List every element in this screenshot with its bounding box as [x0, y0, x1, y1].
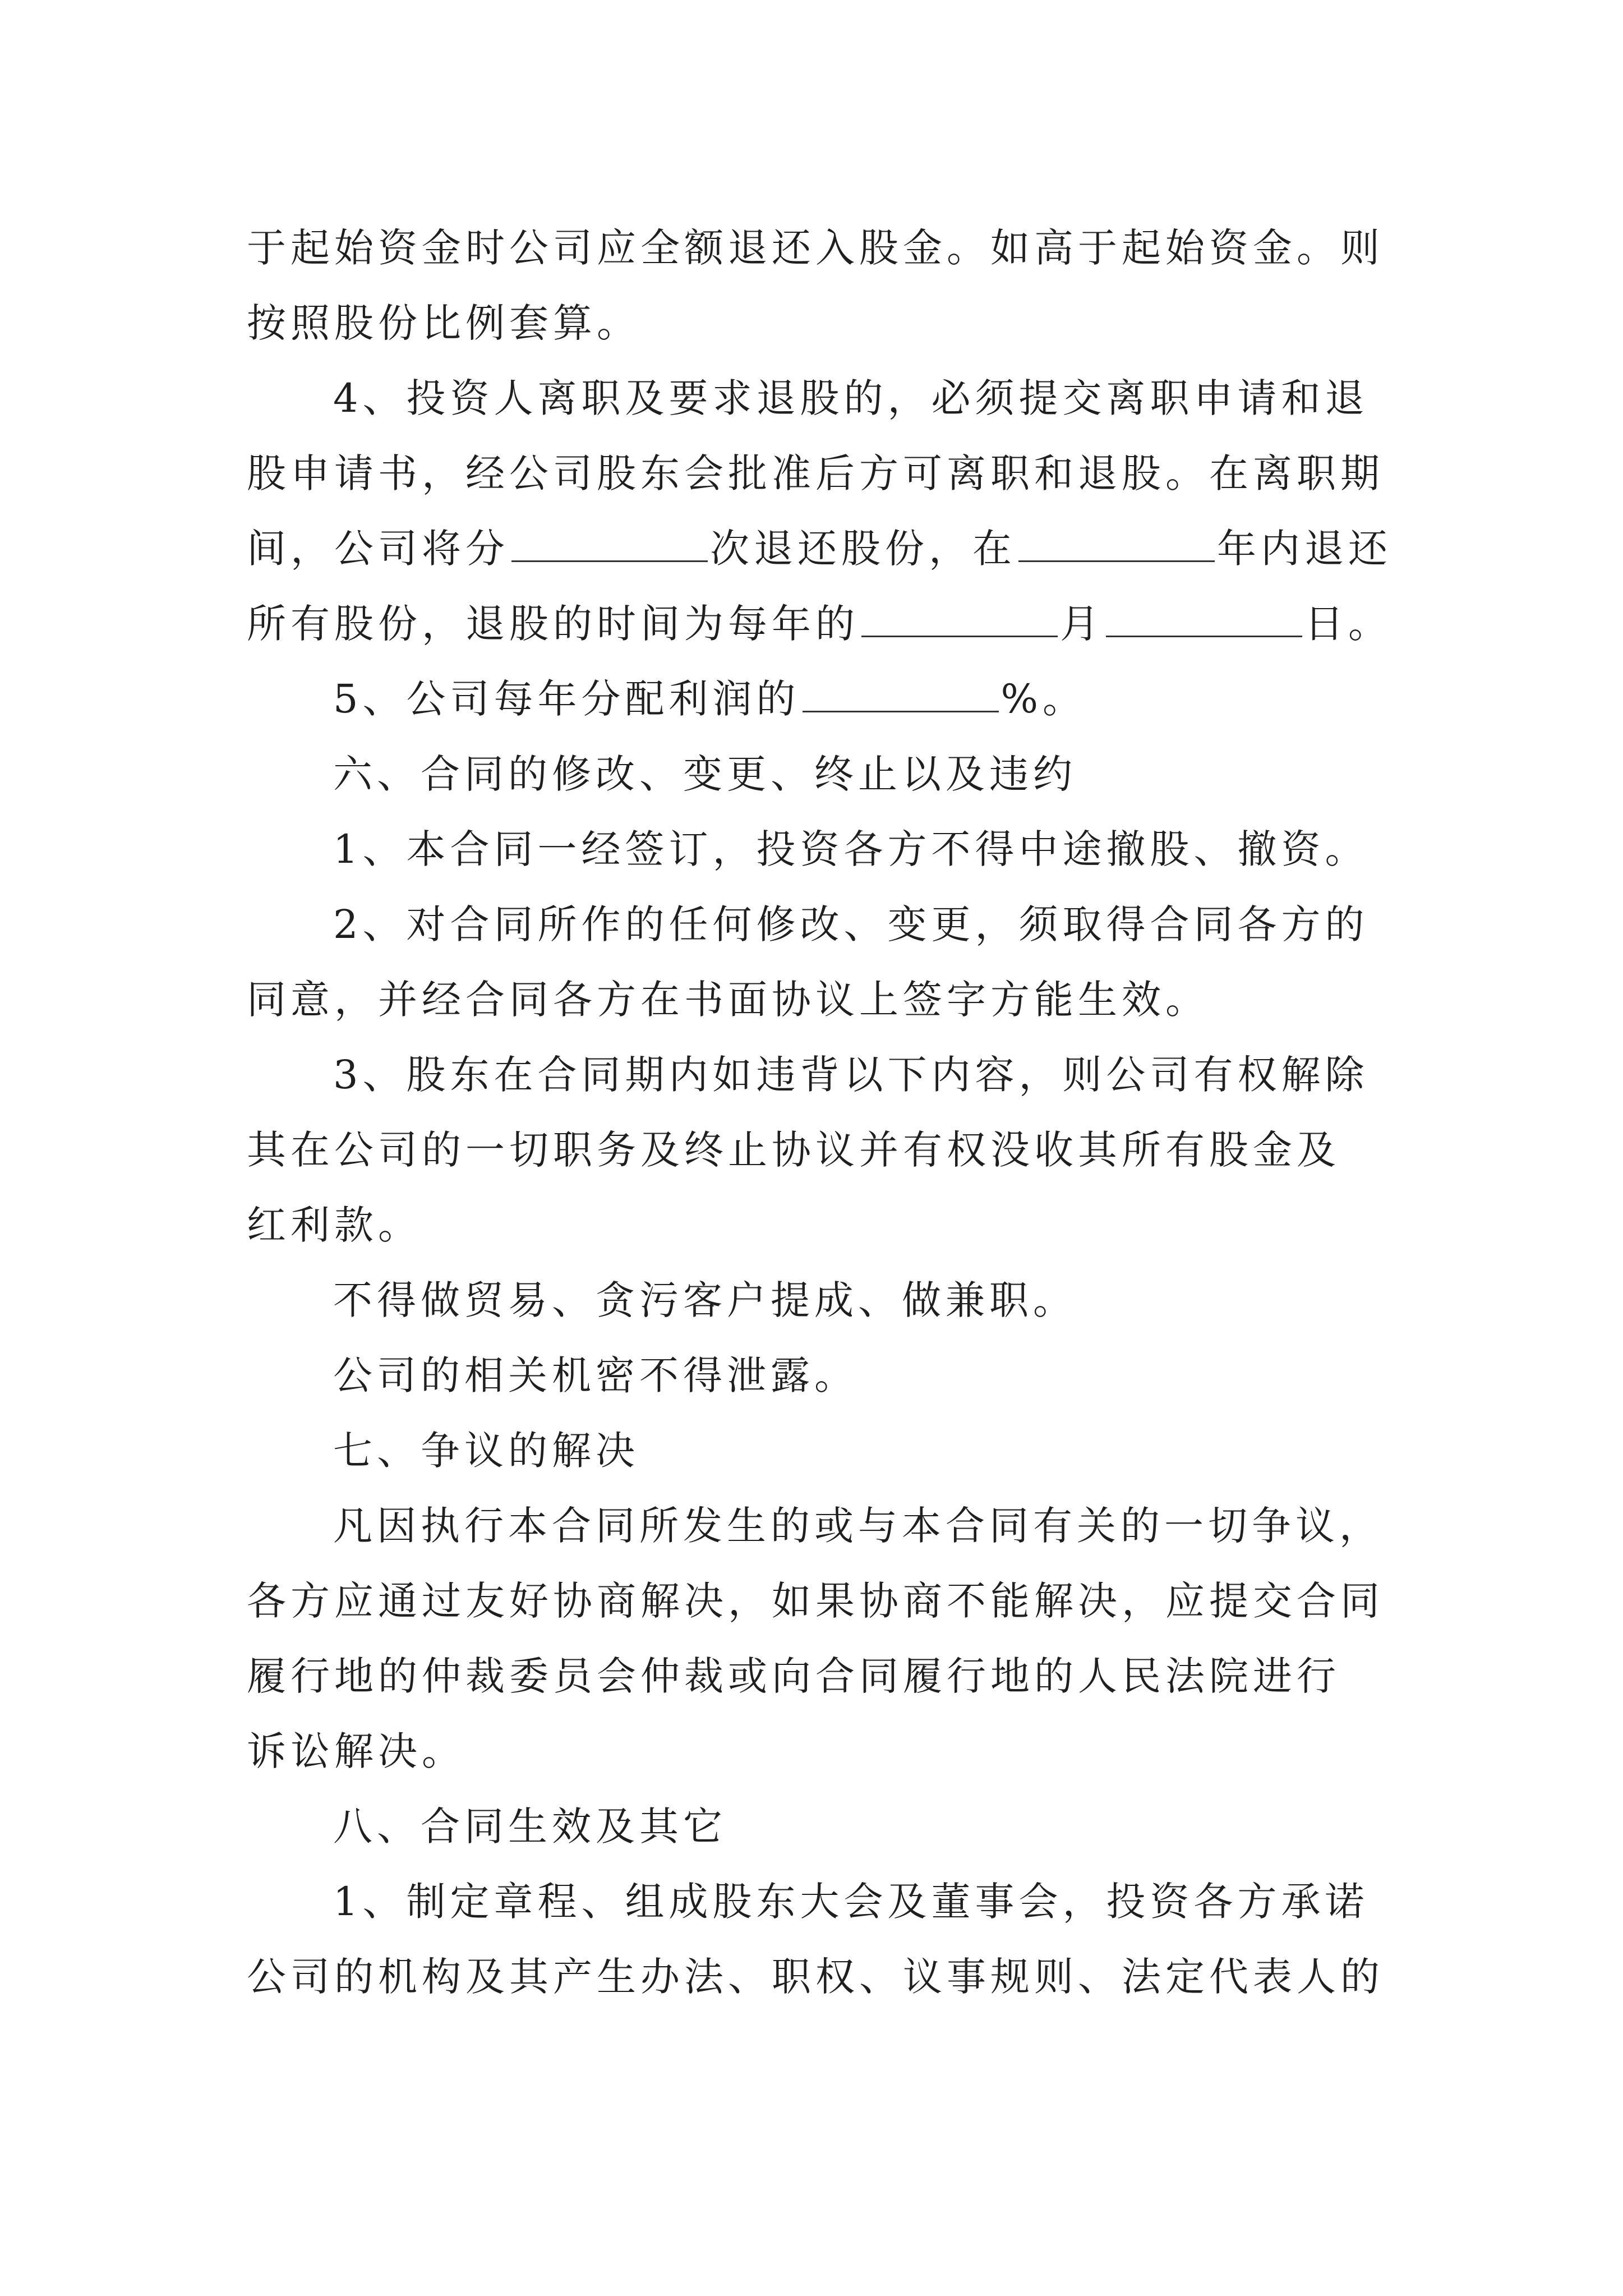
- clause-4-line: [247, 361, 1385, 436]
- section-heading: [247, 1789, 1385, 1864]
- line-text: 年内退还: [1217, 526, 1392, 572]
- text-line: [247, 1263, 1385, 1338]
- clause-line: [247, 812, 1385, 887]
- text-line: [247, 1563, 1385, 1639]
- line-text: 4、投资人离职及要求退股的，必须提交离职申请和退: [333, 375, 1369, 421]
- line-text: 于起始资金时公司应全额退还入股金。如高于起始资金。则: [247, 225, 1384, 271]
- line-text: 1、制定章程、组成股东大会及董事会，投资各方承诺: [333, 1879, 1369, 1925]
- text-line: [247, 1112, 1385, 1188]
- text-line: [247, 210, 1385, 286]
- section-heading: [247, 1413, 1385, 1488]
- line-text: 股申请书，经公司股东会批准后方可离职和退股。在离职期: [247, 450, 1384, 496]
- line-text: 不得做贸易、贪污客户提成、做兼职。: [333, 1277, 1077, 1323]
- line-text: 3、股东在合同期内如违背以下内容，则公司有权解除: [333, 1052, 1369, 1098]
- line-text: 各方应通过友好协商解决，如果协商不能解决，应提交合同: [247, 1578, 1384, 1624]
- clause-line: [247, 887, 1385, 962]
- line-text: 月: [1060, 601, 1104, 647]
- text-line: [247, 962, 1385, 1037]
- clause-line: [247, 1864, 1385, 1939]
- line-text: 凡因执行本合同所发生的或与本合同有关的一切争议，: [333, 1503, 1383, 1549]
- line-text: 公司的机构及其产生办法、职权、议事规则、法定代表人的: [247, 1954, 1384, 2000]
- fill-in-blank[interactable]: [803, 661, 999, 712]
- text-line-with-blanks: [247, 511, 1392, 586]
- text-line: [247, 1188, 1385, 1263]
- line-text: 履行地的仲裁委员会仲裁或向合同履行地的人民法院进行: [247, 1653, 1340, 1699]
- text-line-with-blanks: [247, 586, 1392, 661]
- line-text: %。: [1000, 676, 1087, 722]
- line-text: 次退还股份，在: [710, 526, 1016, 572]
- heading-text: 八、合同生效及其它: [333, 1803, 727, 1849]
- line-text: 其在公司的一切职务及终止协议并有权没收其所有股金及: [247, 1127, 1340, 1173]
- heading-text: 七、争议的解决: [333, 1428, 639, 1474]
- text-line: [247, 1714, 1385, 1789]
- line-text: 红利款。: [247, 1202, 422, 1248]
- line-text: 5、公司每年分配利润的: [333, 676, 800, 722]
- text-line: [247, 1639, 1385, 1714]
- fill-in-blank[interactable]: [1018, 511, 1215, 562]
- fill-in-blank[interactable]: [1106, 586, 1302, 637]
- line-text: 按照股份比例套算。: [247, 300, 640, 346]
- clause-5-line: [247, 661, 1385, 737]
- line-text: 间，公司将分: [247, 526, 509, 572]
- heading-text: 六、合同的修改、变更、终止以及违约: [333, 751, 1077, 797]
- line-text: 日。: [1304, 601, 1392, 647]
- line-text: 公司的相关机密不得泄露。: [333, 1352, 858, 1398]
- text-line: [247, 436, 1385, 511]
- text-line: [247, 1338, 1385, 1413]
- line-text: 2、对合同所作的任何修改、变更，须取得合同各方的: [333, 901, 1369, 947]
- text-line: [247, 286, 1385, 361]
- line-text: 同意，并经合同各方在书面协议上签字方能生效。: [247, 977, 1209, 1023]
- text-line: [247, 1939, 1385, 2014]
- line-text: 诉讼解决。: [247, 1728, 465, 1774]
- text-line: [247, 1488, 1385, 1563]
- document-body: [247, 210, 1392, 2014]
- fill-in-blank[interactable]: [861, 586, 1058, 637]
- section-heading: [247, 737, 1385, 812]
- line-text: 所有股份，退股的时间为每年的: [247, 601, 859, 647]
- clause-line: [247, 1037, 1385, 1112]
- line-text: 1、本合同一经签订，投资各方不得中途撤股、撤资。: [333, 826, 1369, 872]
- fill-in-blank[interactable]: [511, 511, 708, 562]
